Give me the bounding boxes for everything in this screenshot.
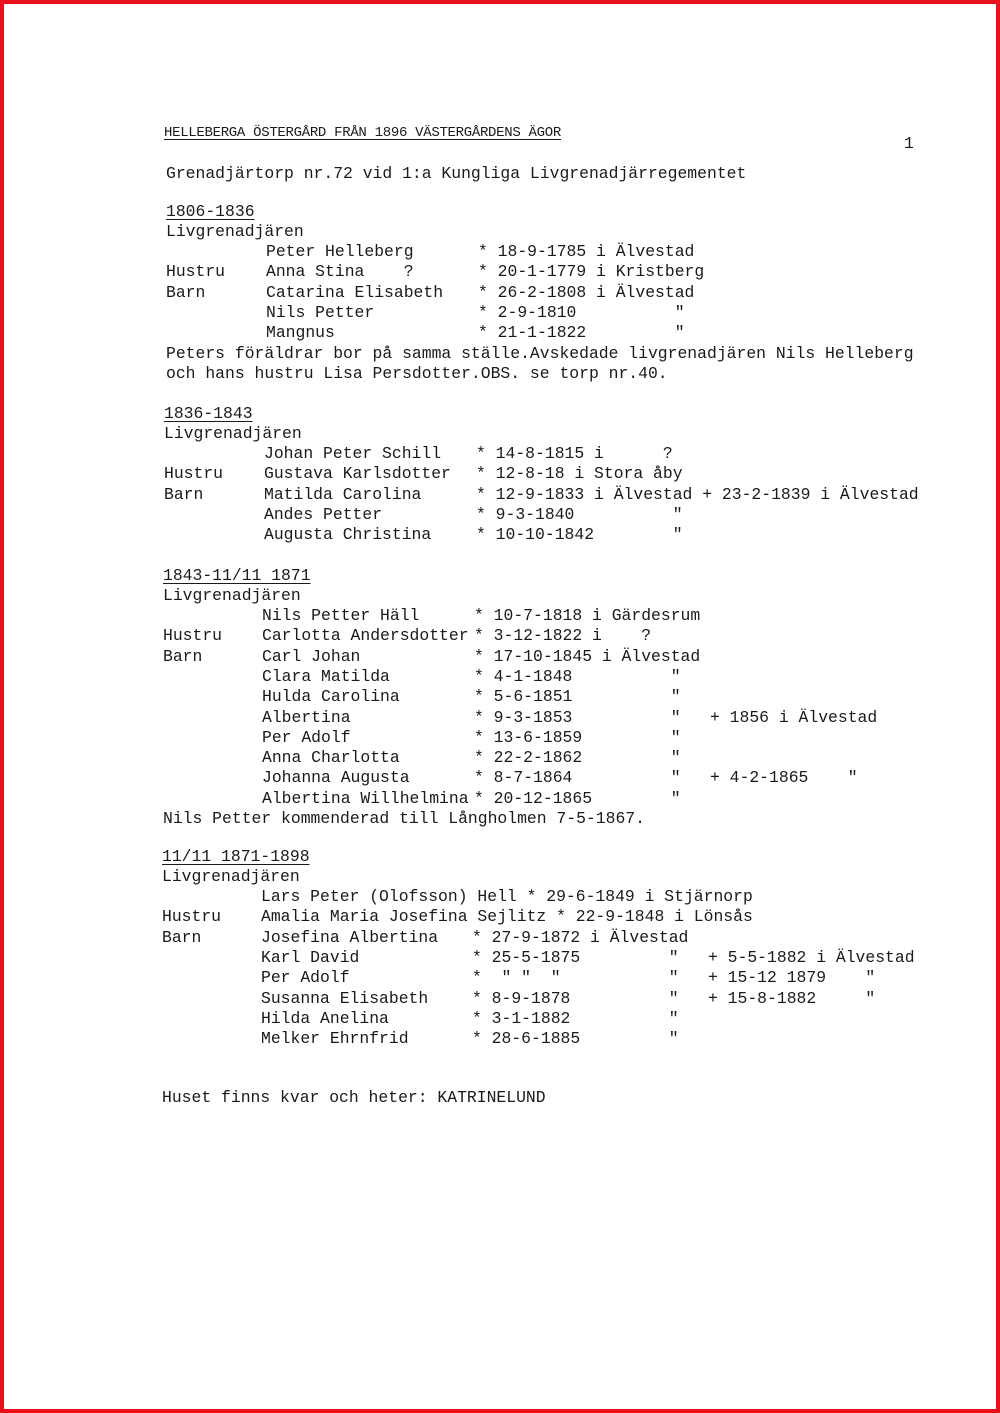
- row-label: Hustru: [162, 907, 222, 927]
- row-label: Barn: [164, 484, 204, 504]
- death-info: + 1856 i Älvestad: [710, 707, 878, 727]
- birth-info: * 10-10-1842 ": [476, 525, 683, 545]
- person-name: Amalia Maria Josefina Sejlitz * 22-9-1848 i Lönsås: [261, 907, 753, 927]
- birth-info: * 20-1-1779 i Kristberg: [478, 262, 705, 282]
- person-name: Carlotta Andersdotter: [262, 626, 469, 646]
- section-period: 1806-1836: [166, 202, 255, 221]
- birth-info: * 17-10-1845 i Älvestad: [474, 646, 701, 666]
- person-name: Hulda Carolina: [262, 687, 400, 707]
- section-note: och hans hustru Lisa Persdotter.OBS. se torp nr.40.: [166, 363, 668, 383]
- person-name: Matilda Carolina: [264, 484, 422, 504]
- birth-info: * 9-3-1840 ": [476, 504, 683, 524]
- section-role: Livgrenadjären: [164, 424, 302, 443]
- birth-info: * 9-3-1853 ": [474, 707, 681, 727]
- person-name: Catarina Elisabeth: [266, 282, 444, 302]
- birth-info: * 27-9-1872 i Älvestad: [472, 927, 689, 947]
- section-role: Livgrenadjären: [162, 867, 300, 886]
- birth-info: * 22-2-1862 ": [474, 748, 681, 768]
- row-label: Barn: [163, 646, 203, 666]
- person-name: Gustava Karlsdotter: [264, 464, 451, 484]
- person-name: Albertina: [262, 707, 351, 727]
- person-name: Clara Matilda: [262, 666, 390, 686]
- birth-info: * 20-12-1865 ": [474, 788, 681, 808]
- birth-info: * 2-9-1810 ": [478, 302, 685, 322]
- death-info: + 4-2-1865 ": [710, 768, 858, 788]
- death-info: + 5-5-1882 i Älvestad: [708, 947, 915, 967]
- birth-info: * 3-1-1882 ": [472, 1008, 679, 1028]
- section-period: 1836-1843: [164, 404, 253, 423]
- person-name: Peter Helleberg: [266, 242, 414, 261]
- row-label: Hustru: [164, 464, 224, 484]
- birth-info: * " " " ": [472, 968, 679, 988]
- section-note: Peters föräldrar bor på samma ställe.Avskedade livgrenadjären Nils Helleberg: [166, 343, 914, 363]
- person-name: Johan Peter Schill: [264, 444, 442, 463]
- document-header: HELLEBERGA ÖSTERGÅRD FRÅN 1896 VÄSTERGÅRDENS ÄGOR: [164, 125, 561, 141]
- birth-info: * 10-7-1818 i Gärdesrum: [474, 606, 701, 625]
- death-info: + 15-8-1882 ": [708, 988, 876, 1008]
- person-name: Nils Petter: [266, 302, 375, 322]
- person-name: Lars Peter (Olofsson) Hell * 29-6-1849 i Stjärnorp: [261, 887, 753, 906]
- row-label: Hustru: [163, 626, 223, 646]
- row-label: Barn: [166, 282, 206, 302]
- birth-info: * 12-9-1833 i Älvestad + 23-2-1839 i Älvestad: [476, 484, 919, 504]
- person-name: Anna Charlotta: [262, 748, 400, 768]
- person-name: Susanna Elisabeth: [261, 988, 429, 1008]
- birth-info: * 8-9-1878 ": [472, 988, 679, 1008]
- row-label: Hustru: [166, 262, 226, 282]
- birth-info: * 21-1-1822 ": [478, 323, 685, 343]
- person-name: Augusta Christina: [264, 525, 432, 545]
- person-name: Albertina Willhelmina: [262, 788, 469, 808]
- document-subtitle: Grenadjärtorp nr.72 vid 1:a Kungliga Livgrenadjärregementet: [166, 164, 747, 183]
- person-name: Hilda Anelina: [261, 1008, 389, 1028]
- section-period: 1843-11/11 1871: [163, 566, 311, 585]
- birth-info: * 28-6-1885 ": [472, 1029, 679, 1049]
- section-note: Nils Petter kommenderad till Långholmen 7-5-1867.: [163, 809, 645, 828]
- person-name: Karl David: [261, 947, 360, 967]
- section-role: Livgrenadjären: [166, 222, 304, 241]
- birth-info: * 25-5-1875 ": [472, 947, 679, 967]
- person-name: Nils Petter Häll: [262, 606, 420, 625]
- section-period: 11/11 1871-1898: [162, 847, 310, 866]
- death-info: + 15-12 1879 ": [708, 968, 876, 988]
- birth-info: * 8-7-1864 ": [474, 768, 681, 788]
- birth-info: * 12-8-18 i Stora åby: [476, 464, 683, 484]
- row-label: Barn: [162, 927, 202, 947]
- person-name: Carl Johan: [262, 646, 361, 666]
- section-role: Livgrenadjären: [163, 586, 301, 605]
- person-name: Johanna Augusta: [262, 768, 410, 788]
- birth-info: * 14-8-1815 i ?: [476, 444, 673, 463]
- birth-info: * 26-2-1808 i Älvestad: [478, 282, 695, 302]
- person-name: Anna Stina ?: [266, 262, 414, 282]
- person-name: Mangnus: [266, 323, 335, 343]
- birth-info: * 18-9-1785 i Älvestad: [478, 242, 695, 261]
- birth-info: * 5-6-1851 ": [474, 687, 681, 707]
- person-name: Per Adolf: [262, 727, 351, 747]
- person-name: Andes Petter: [264, 504, 383, 524]
- birth-info: * 4-1-1848 ": [474, 666, 681, 686]
- page-number: 1: [904, 134, 914, 153]
- birth-info: * 3-12-1822 i ?: [474, 626, 652, 646]
- person-name: Per Adolf: [261, 968, 350, 988]
- person-name: Melker Ehrnfrid: [261, 1029, 409, 1049]
- birth-info: * 13-6-1859 ": [474, 727, 681, 747]
- person-name: Josefina Albertina: [261, 927, 439, 947]
- document-footer: Huset finns kvar och heter: KATRINELUND: [162, 1088, 546, 1107]
